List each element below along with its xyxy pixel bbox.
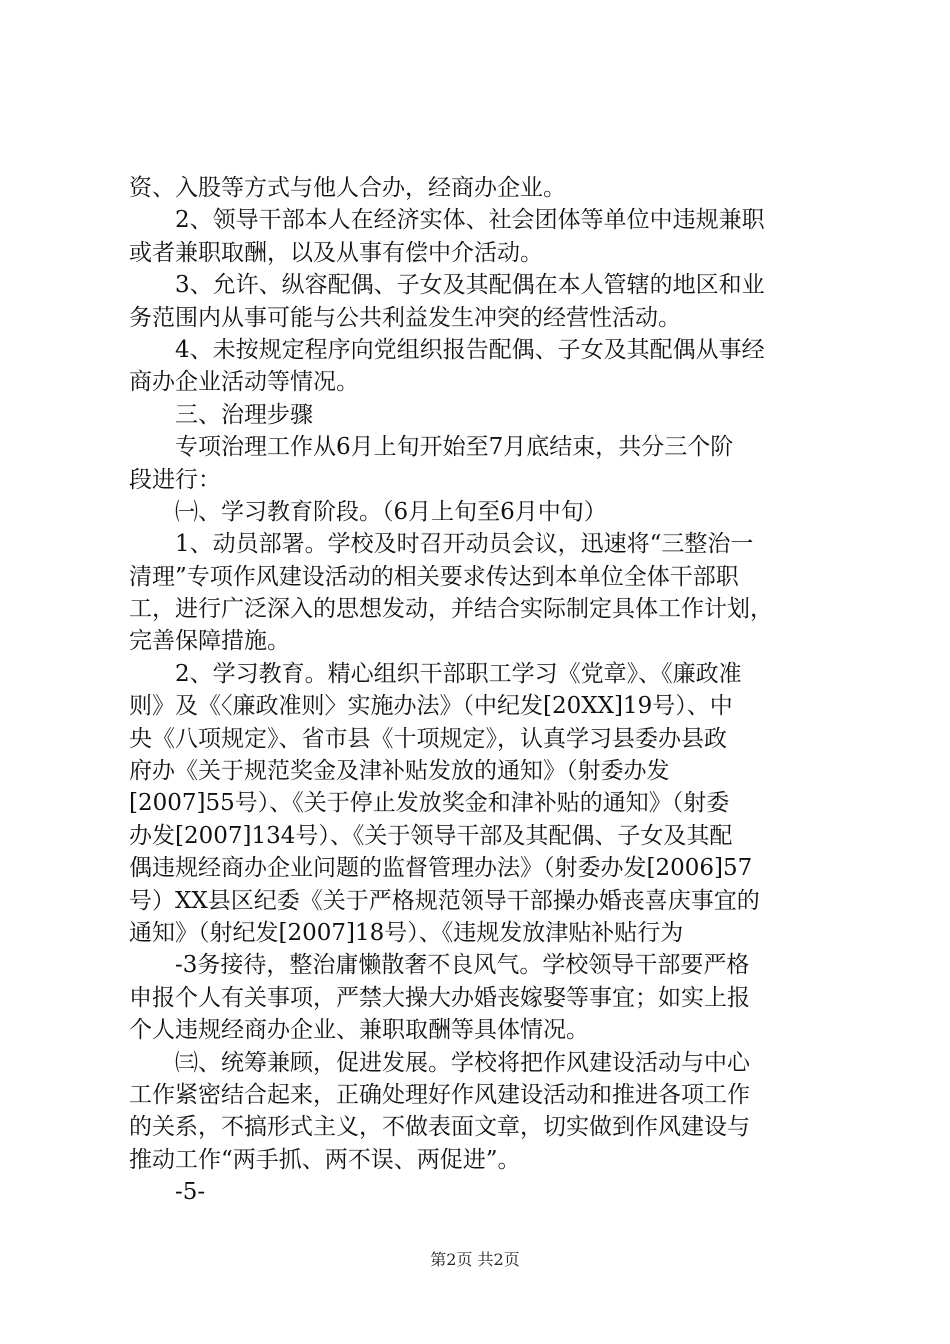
text-line: 1、动员部署。学校及时召开动员会议，迅速将“三整治一 [129,531,754,558]
text-line: 偶违规经商办企业问题的监督管理办法》（射委办发[2006]57 [129,855,753,882]
text-line: 或者兼职取酬，以及从事有偿中介活动。 [129,239,543,266]
text-line: 段进行： [129,466,221,493]
page-footer: 第2页 共2页 [430,1250,520,1269]
text-line: 2、领导干部本人在经济实体、社会团体等单位中违规兼职 [129,207,765,234]
text-line: 2、学习教育。精心组织干部职工学习《党章》、《廉政准 [129,660,742,687]
text-line: 通知》（射纪发[2007]18号）、《违规发放津贴补贴行为 [129,919,684,946]
text-line: 4、未按规定程序向党组织报告配偶、子女及其配偶从事经 [129,336,765,363]
text-line: 完善保障措施。 [129,628,290,655]
text-line: 号）XX县区纪委《关于严格规范领导干部操办婚丧喜庆事宜的 [129,887,760,914]
text-line: 个人违规经商办企业、兼职取酬等具体情况。 [129,1017,589,1044]
text-line: [2007]55号）、《关于停止发放奖金和津补贴的通知》（射委 [129,790,730,817]
text-line: 则》及《〈廉政准则〉实施办法》（中纪发[20XX]19号）、中 [129,693,733,720]
text-line: 专项治理工作从6月上旬开始至7月底结束，共分三个阶 [129,434,734,461]
text-line: -3务接待，整治庸懒散奢不良风气。学校领导干部要严格 [129,952,750,979]
text-line: -5- [129,1179,206,1206]
text-line: 工，进行广泛深入的思想发动，并结合实际制定具体工作计划， [129,596,773,623]
text-line: 三、治理步骤 [129,401,313,428]
text-line: 商办企业活动等情况。 [129,369,359,396]
text-line: 工作紧密结合起来，正确处理好作风建设活动和推进各项工作 [129,1081,750,1108]
text-line: 3、允许、纵容配偶、子女及其配偶在本人管辖的地区和业 [129,272,765,299]
text-line: 府办《关于规范奖金及津补贴发放的通知》（射委办发 [129,758,670,785]
text-line: 央《八项规定》、省市县《十项规定》，认真学习县委办县政 [129,725,727,752]
text-line: 资、入股等方式与他人合办，经商办企业。 [129,175,566,201]
text-line: ㈠、学习教育阶段。（6月上旬至6月中旬） [129,498,607,525]
text-line: 申报个人有关事项，严禁大操大办婚丧嫁娶等事宜；如实上报 [129,984,750,1011]
document-body [129,172,839,1209]
text-line: 推动工作“两手抓、两不误、两促进”。 [129,1146,521,1173]
text-line: 务范围内从事可能与公共利益发生冲突的经营性活动。 [129,304,681,331]
text-line: ㈢、统筹兼顾，促进发展。学校将把作风建设活动与中心 [129,1049,750,1076]
text-line: 的关系，不搞形式主义，不做表面文章，切实做到作风建设与 [129,1114,750,1141]
text-line: 清理”专项作风建设活动的相关要求传达到本单位全体干部职 [129,563,739,590]
text-line: 办发[2007]134号）、《关于领导干部及其配偶、子女及其配 [129,822,733,849]
